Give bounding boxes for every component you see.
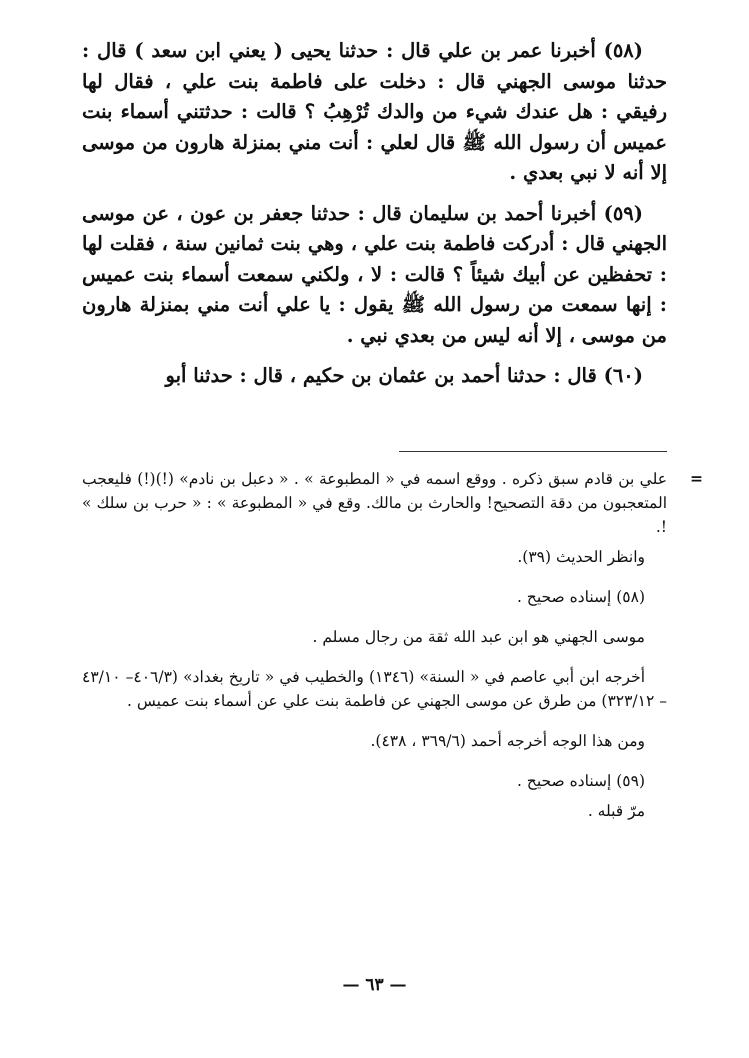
page-number: — ٦٣ —: [342, 975, 407, 995]
footnote-divider: [399, 451, 667, 452]
footnote-58-narrator: موسى الجهني هو ابن عبد الله ثقة من رجال مسلم .: [312, 628, 645, 646]
hadith-60: (٦٠) قال : حدثنا أحمد بن عثمان بن حكيم ، قال : حدثنا أبو: [165, 364, 643, 387]
footnote-59-reference: مرّ قبله .: [587, 802, 645, 820]
footnote-text: علي بن قادم سبق ذكره . ووقع اسمه في « المطبوعة » . « دعبل بن نادم» (!)(!) فليعجب المتعجبون من دقة التصحيح! والحارث بن مالك. وقع في « المطبوعة » : « حرب بن سلك » !.: [82, 470, 667, 536]
footnote-58-grading: (٥٨) إسناده صحيح .: [516, 588, 645, 606]
hadith-58: (٥٨) أخبرنا عمر بن علي قال : حدثنا يحيى ( يعني ابن سعد ) قال : حدثنا موسى الجهني قال : دخلت على فاطمة بنت علي ، فقال لها رفيقي : هل عندك شيء من والدك تُرْهِبُ ؟ قالت : حدثتني أسماء بنت عميس أن رسول الله ﷺ قال لعلي : أنت مني بمنزلة هارون من موسى إلا أنه لا نبي بعدي .: [82, 39, 667, 184]
footnote-continuation: [82, 467, 703, 539]
footnote-58-ahmad: ومن هذا الوجه أخرجه أحمد (٣٦٩/٦ ، ٤٣٨).: [370, 732, 645, 750]
continuation-marker: =: [690, 469, 703, 488]
footnote-see-hadith-39: وانظر الحديث (٣٩).: [517, 548, 645, 566]
footnote-59-grading: (٥٩) إسناده صحيح .: [516, 772, 645, 790]
hadith-59: (٥٩) أخبرنا أحمد بن سليمان قال : حدثنا جعفر بن عون ، عن موسى الجهني قال : أدركت فاطمة بنت علي ، وهي بنت ثمانين سنة ، فقلت لها : تحفظين عن أبيك شيئاً ؟ قالت : لا ، ولكني سمعت أسماء بنت عميس : إنها سمعت من رسول الله ﷺ يقول : يا علي أنت مني بمنزلة هارون من موسى ، إلا أنه ليس من بعدي نبي .: [82, 201, 667, 347]
main-text: [82, 36, 667, 392]
footnote-58-takhrij: أخرجه ابن أبي عاصم في « السنة» (١٣٤٦) والخطيب في « تاريخ بغداد» (٤٠٦/٣– ٤٣/١٠ – ٣٢٣/١٢) من طرق عن موسى الجهني عن فاطمة بنت علي عن أسماء بنت عميس .: [82, 668, 667, 710]
footnotes: [82, 467, 703, 823]
